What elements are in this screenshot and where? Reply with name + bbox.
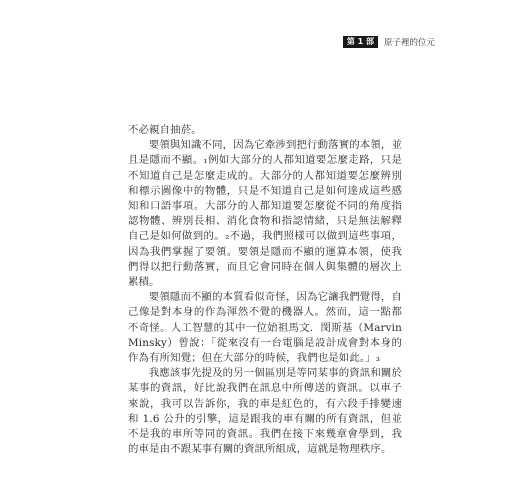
chapter-tag: 第 1 部 xyxy=(343,36,378,48)
paragraph-4: 我應該事先提及的另一個區別是等同某事的資訊和關於某事的資訊，好比說我們在訊息中所傳送的資訊。以車子來說，我可以告訴你，我的車是紅色的，有六段手排變速和 1.6 公升的引擎，這是跟我的車有關的所有資訊，但並不是我的車所等同的資訊。我們在接下來幾章會學到，我的車是由不跟某事有關的資訊所組成，這就是物理秩序。 xyxy=(128,367,402,456)
paragraph-1: 不必親自抽菸。 xyxy=(128,124,202,136)
paragraph-2: 要領與知識不同，因為它牽涉到把行動落實的本領，並且是隱而不顯。₁例如大部分的人都知道要怎麼走路，只是不知道自己是怎麼走成的。大部分的人都知道要怎麼辨別和標示圖像中的物體，只是不知道自己是如何達成這些感知和口語事項。大部分的人都知道要怎麼從不同的角度指認物體、辨別長相、消化食物和指認情緒，只是無法解釋自己是如何做到的。₂不過，我們照樣可以做到這些事項，因為我們掌握了要領。要領是隱而不顯的運算本領，使我們得以把行動落實，而且它會同時在個人與集體的層次上累積。 xyxy=(128,139,402,289)
chapter-title: 原子裡的位元 xyxy=(383,38,435,48)
paragraph-3: 要領隱而不顯的本質看似奇怪，因為它讓我們覺得，自己像是對本身的作為渾然不覺的機器人。然而，這一點都不奇怪。人工智慧的其中一位始祖馬文．閔斯基（Marvin Minsky）曾說：「從來沒有一台電腦是設計成會對本身的作為有所知覺；但在大部分的時候，我們也是如此。」₃ xyxy=(128,291,402,365)
running-header xyxy=(343,36,435,48)
body-text xyxy=(128,123,402,457)
